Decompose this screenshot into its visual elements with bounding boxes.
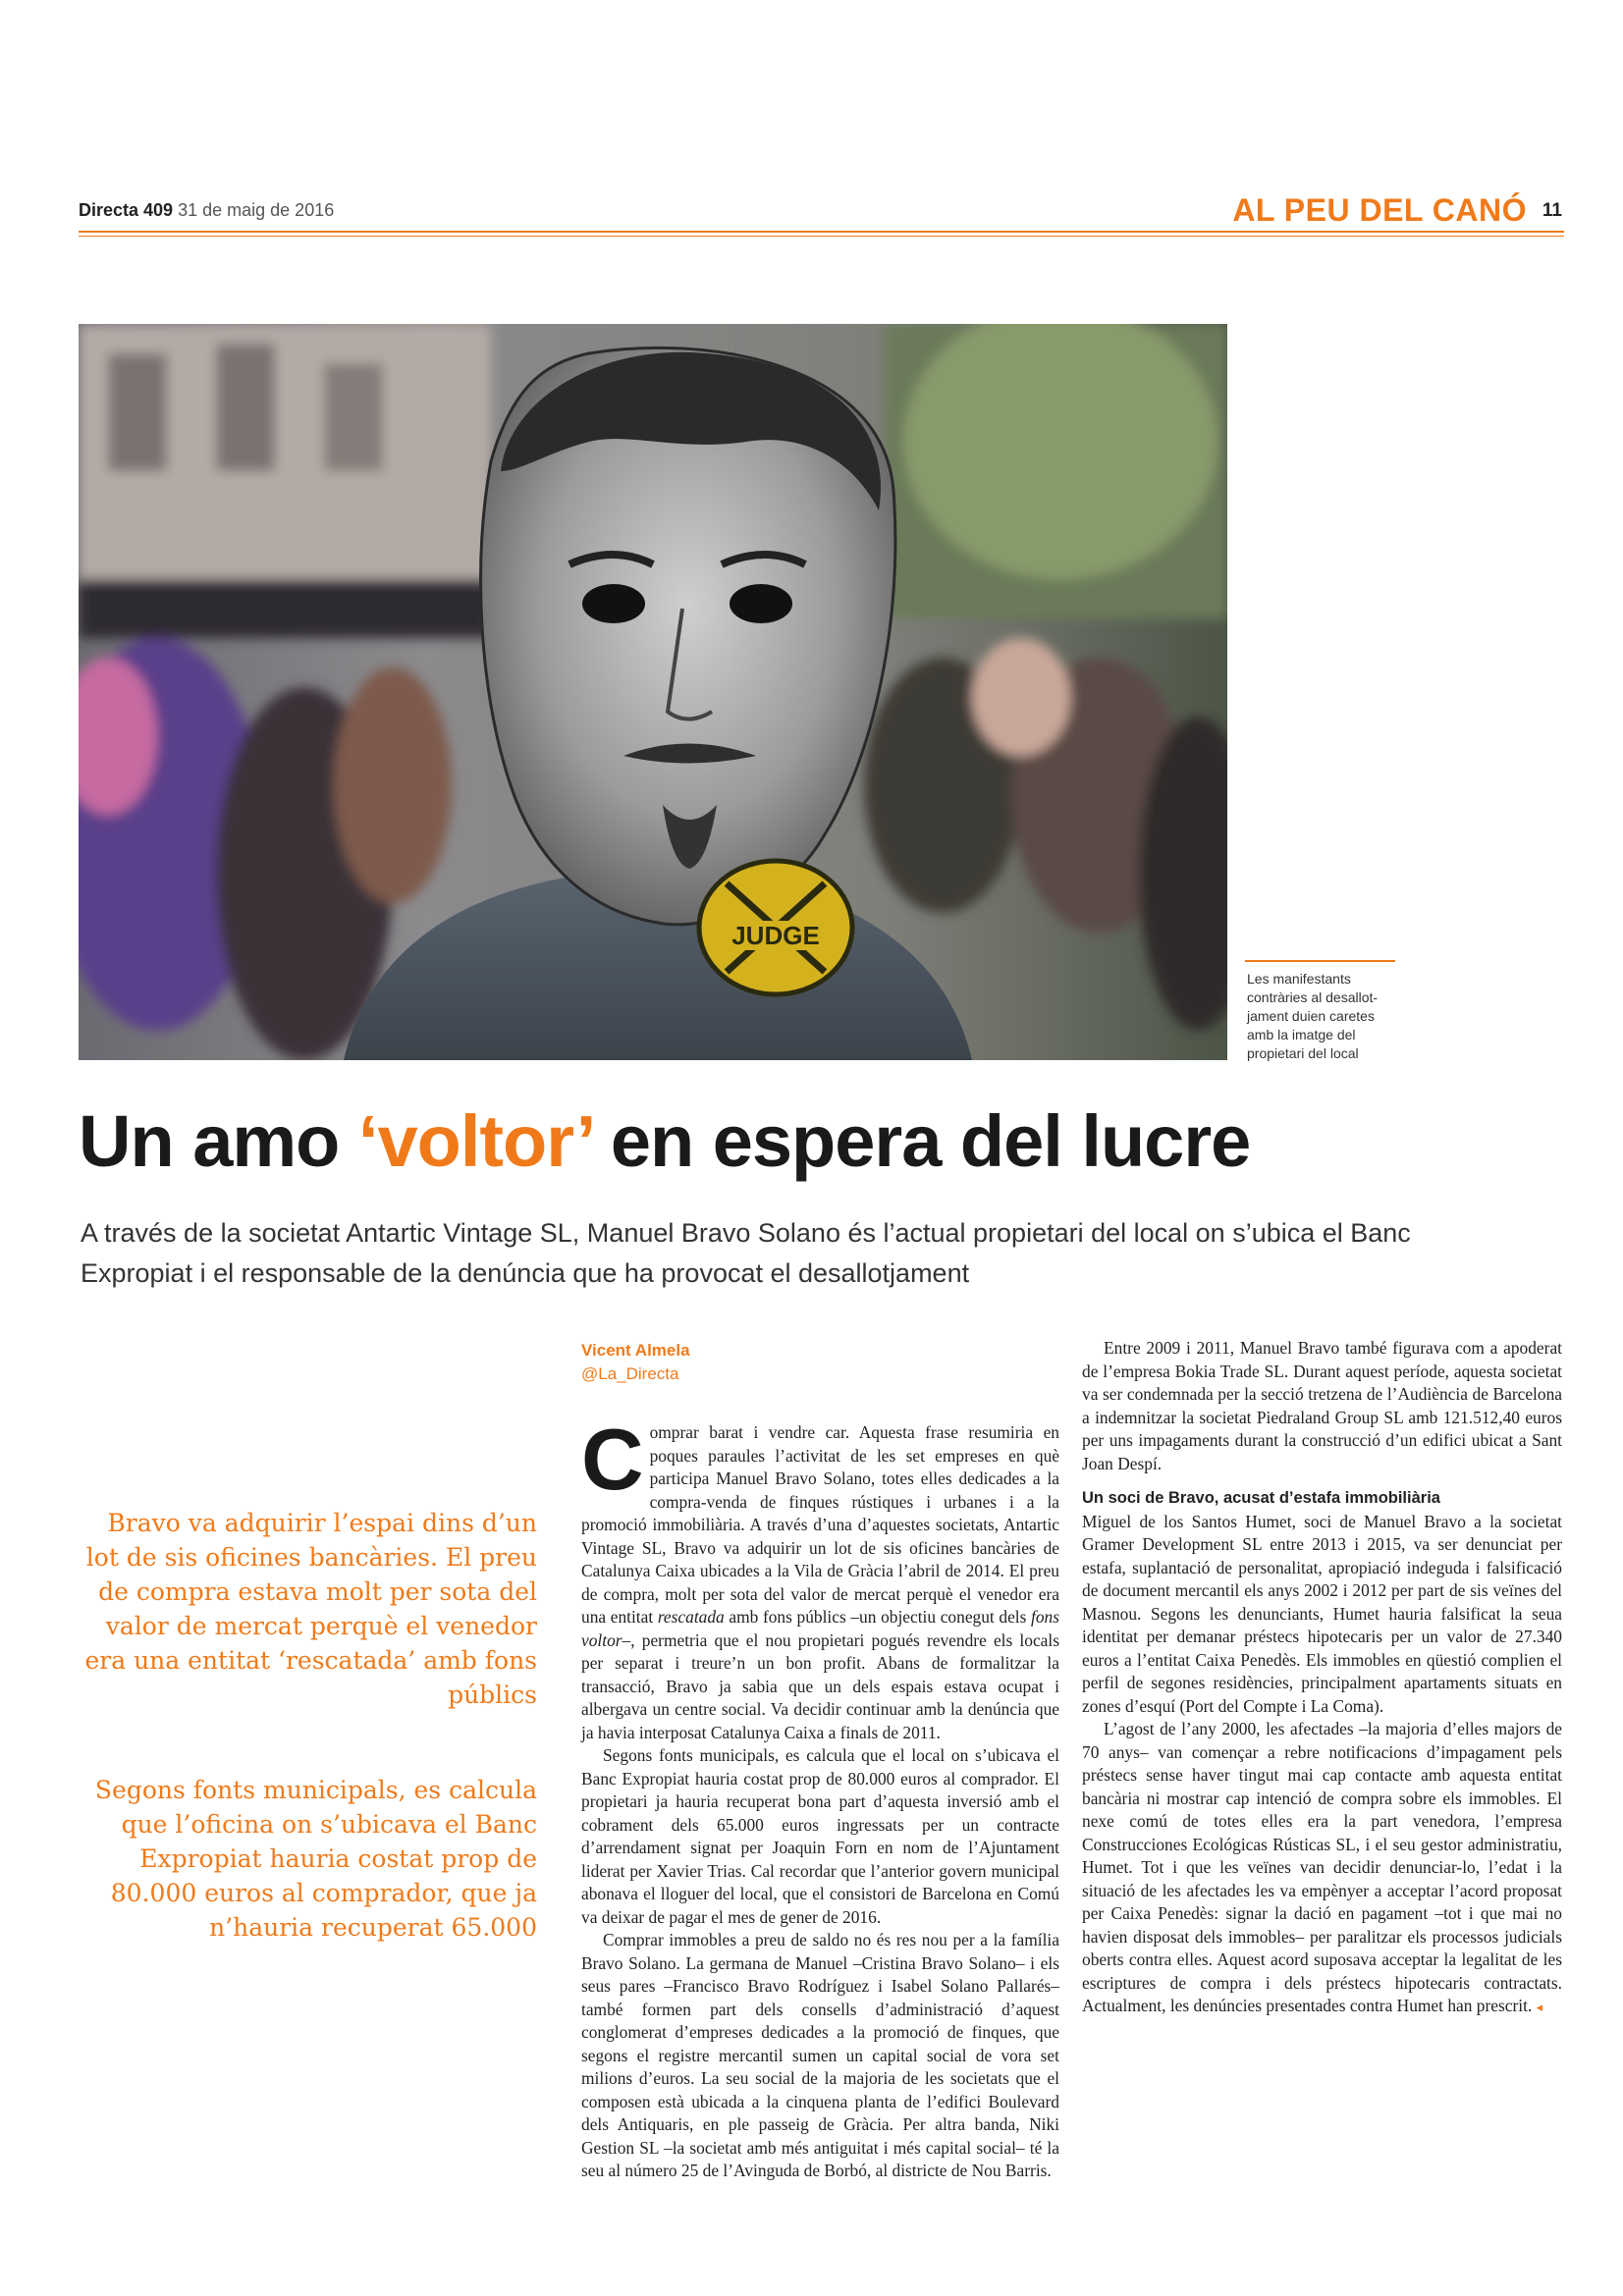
body-text: –, permetria que el nou propietari pogués revendre els locals per separat i treure’n un bon profit. Abans de formalitzar la transacció, Bravo ja sabia que un dels espais estava ocupat i albergava un centre social. Va decidir continuar amb la denúncia que ja havia interposat Catalunya Caixa a finals de 2011. [581, 1629, 1059, 1742]
issue-date: 31 de maig de 2016 [178, 200, 335, 220]
headline [79, 1097, 1250, 1186]
body-column-2 [1082, 1337, 1562, 2019]
body-text: omprar barat i vendre car. Aquesta frase resumiria en poques paraules l’activitat de les set empreses en què participa Manuel Bravo Solano, totes elles dedicades a la compra-venda de finques rústiques i urbanes i a la promoció immobiliària. A través d’una d’aquestes societats, Antartic Vintage SL, Bravo va adquirir un lot de sis oficines bancàries de Catalunya Caixa ubicades a la Vila de Gràcia l’abril de 2014. El preu de compra, molt per sota del valor de mercat perquè el venedor era una entitat [581, 1422, 1059, 1627]
subheading: Un soci de Bravo, acusat d’estafa immobiliària [1082, 1489, 1440, 1507]
badge-text: JUDGE [731, 921, 820, 950]
body-paragraph-6 [1082, 1718, 1562, 2019]
header-rule-thin [79, 236, 1564, 237]
judge-badge [699, 861, 852, 994]
headline-accent: ‘voltor’ [357, 1100, 592, 1182]
end-mark-icon: ◂ [1536, 2000, 1543, 2014]
page-number: 11 [1542, 200, 1562, 221]
header-rule [79, 231, 1564, 233]
publication-issue-date [79, 200, 334, 221]
body-column-1 [581, 1411, 1060, 2183]
publication-name: Directa 409 [79, 200, 174, 220]
caption-rule [1245, 960, 1395, 962]
body-paragraph-2: Segons fonts municipals, es calcula que el local on s’ubicava el Banc Expropiat hauria costat prop de 80.000 euros al comprador. El propietari ja hauria recuperat bona part d’aquesta inversió amb el cobrament dels 65.000 euros ingressats per un contracte d’arrendament signat per Joaquin Forn en nom de l’Ajuntament liderat per Xavier Trias. Cal recordar que l’anterior govern municipal abonava el lloguer del local, que el consistori de Barcelona en Comú va deixar de pagar el mes de gener de 2016. [581, 1745, 1059, 1927]
body-paragraph-1 [581, 1411, 1060, 1744]
pull-quote-1: Bravo va adquirir l’espai dins d’un lot de sis oficines bancàries. El preu de compra estava molt per sota del valor de mercat perquè el venedor era una entitat ‘rescatada’ amb fons públics [84, 1509, 537, 1709]
body-text: L’agost de l’any 2000, les afectades –la majoria d’elles majors de 70 anys– van començar a rebre notificacions d’impagament pels préstecs sense haver tingut mai cap contacte amb aquesta entitat bancària ni mostrar cap intenció de compra sobre els immobles. El nexe comú de totes elles era la part venedora, l’empresa Construcciones Ecológicas Rústicas SL, i el seu gestor administratiu, Humet. Tot i que les veïnes van decidir denunciar-lo, l’edat i la situació de les afectades les va empènyer a acceptar l’acord proposat per Caixa Penedès: signar la dació en pagament –tot i que mai no havien disposat dels immobles– per paralitzar els processos judicials oberts contra elles. Aquest acord suposava acceptar la legalitat de les escriptures de compra i dels préstecs hipotecaris contractats. Actualment, les denúncies presentades contra Humet han prescrit. [1082, 1719, 1562, 2015]
body-text: amb fons públics –un objectiu conegut dels [724, 1607, 1032, 1627]
pull-quote-2: Segons fonts municipals, es calcula que l’oficina on s’ubicava el Banc Expropiat hauria costat prop de 80.000 euros al comprador, que ja n’hauria recuperat 65.000 [94, 1776, 537, 1942]
headline-part1: Un amo [79, 1100, 358, 1182]
section-title: AL PEU DEL CANÓ [1232, 192, 1527, 228]
byline-handle: @La_Directa [581, 1364, 679, 1383]
body-emphasis: rescatada [657, 1607, 725, 1627]
body-paragraph-3: Comprar immobles a preu de saldo no és res nou per a la família Bravo Solano. La germana de Manuel –Cristina Bravo Solano– i els seus pares –Francisco Bravo Rodríguez i Isabel Solano Pallarés– també formen part dels consells d’administració d’aquest conglomerat d’empreses dedicades a la promoció de finques, que segons el registre mercantil sumen un capital social de vora set milions d’euros. La seu social de la majoria de les societats que el composen està ubicada a la cinquena planta de l’edifici Boulevard dels Antiquaris, en ple passeig de Gràcia. Per altra banda, Niki Gestion SL –la societat amb més antiguitat i més capital social– té la seu al número 25 de l’Avinguda de Borbó, al districte de Nou Barris. [581, 1930, 1059, 2180]
byline-author: Vicent Almela [581, 1341, 690, 1360]
body-emphasis: fons voltor [581, 1607, 1060, 1650]
protest-mask-photo [79, 324, 1227, 1060]
drop-cap: C [581, 1411, 644, 1508]
photo-caption: Les manifestants contràries al desallot- jament duien caretes amb la imatge del propietari del local [1247, 971, 1379, 1061]
standfirst: A través de la societat Antartic Vintage SL, Manuel Bravo Solano és l’actual propietari del local on s’ubica el Banc Expropiat i el responsable de la denúncia que ha provocat el desallotjament [81, 1218, 1411, 1288]
body-paragraph-5: Miguel de los Santos Humet, soci de Manuel Bravo a la societat Gramer Development SL entre 2013 i 2015, va ser denunciat per estafa, suplantació de personalitat, apropiació indeguda i falsificació de document mercantil els anys 2002 i 2012 per part de sis veïnes del Masnou. Segons les denunciants, Humet hauria falsificat la seua identitat per demanar préstecs hipotecaris per un valor de 27.340 euros a l’entitat Caixa Penedès. Els immobles en qüestió complien el perfil de segones residències, principalment apartaments situats en zones d’esquí (Port del Compte i La Coma). [1082, 1511, 1562, 1716]
body-paragraph-4: Entre 2009 i 2011, Manuel Bravo també figurava com a apoderat de l’empresa Bokia Trade SL. Durant aquest període, aquesta societat va ser condemnada per la secció tretzena de l’Audiència de Barcelona a indemnitzar la societat Piedraland Group SL amb 121.512,40 euros per uns impagaments durant la construcció d’un edifici ubicat a Sant Joan Despí. [1082, 1338, 1562, 1473]
lead-photo [79, 324, 1227, 1060]
headline-part2: en espera del lucre [591, 1100, 1251, 1182]
